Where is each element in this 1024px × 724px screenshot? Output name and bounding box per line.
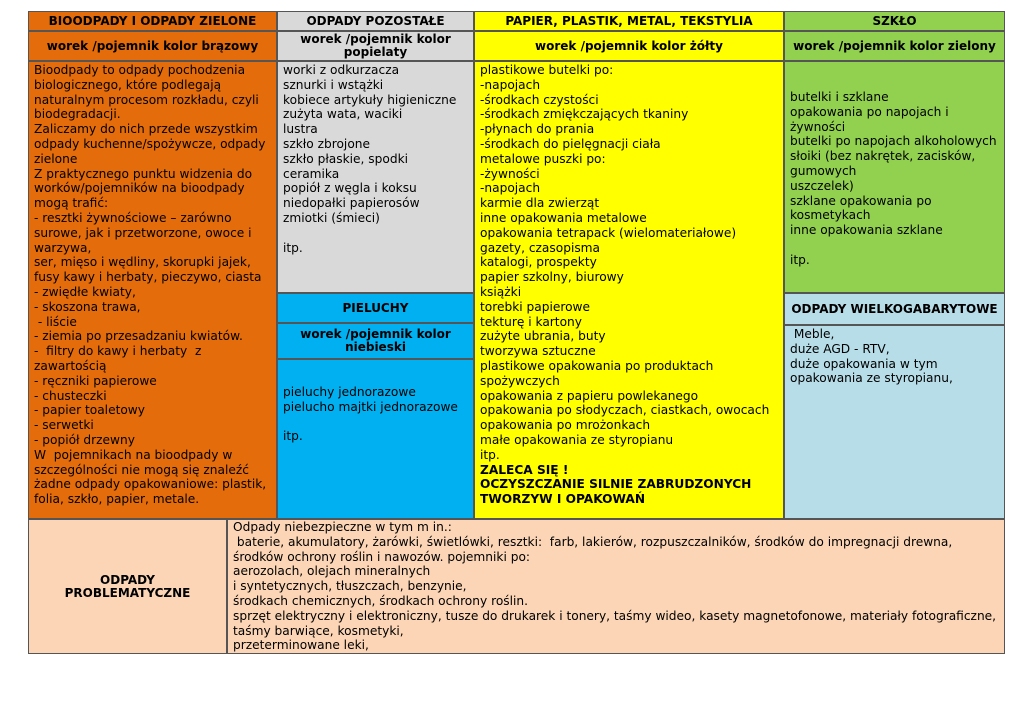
text-line: i syntetycznych, tłuszczach, benzynie, — [233, 579, 467, 594]
text-line: -środkach czystości — [480, 92, 599, 107]
text-line: lustra — [283, 122, 318, 137]
text-line: zużyta wata, waciki — [283, 107, 403, 122]
grey-lines — [283, 63, 468, 255]
text-line: Meble, — [790, 327, 835, 341]
text-line: itp. — [480, 447, 500, 462]
text-line: Odpady niebezpieczne w tym m in.: — [233, 520, 452, 534]
text-line: W pojemnikach na bioodpady w — [34, 447, 233, 462]
text-line: -napojach — [480, 77, 541, 92]
text-line: opakowania tetrapack (wielomateriałowe) — [480, 225, 737, 240]
text-line: szklane opakowania po — [790, 193, 932, 208]
yellow-notice — [480, 463, 778, 507]
text-line: naturalnym procesom rozkładu, czyli — [34, 92, 259, 107]
text-line: środków ochrony roślin i nawozów. pojemniki po: — [233, 549, 531, 564]
text-line: kosmetykach — [790, 208, 871, 223]
green-title: SZKŁO — [872, 13, 917, 28]
text-line: przeterminowane leki, — [233, 638, 369, 653]
diapers-container-header — [277, 323, 474, 359]
text-line: mogą trafić: — [34, 196, 109, 211]
text-line: worków/pojemników na bioodpady — [34, 181, 245, 196]
diapers-container-label: worek /pojemnik kolor niebieski — [300, 327, 451, 354]
text-line: Bioodpady to odpady pochodzenia — [34, 63, 246, 77]
text-line: itp. — [283, 240, 303, 255]
problem-content — [227, 519, 1005, 654]
text-line: niedopałki papierosów — [283, 196, 420, 211]
grey-container-header — [277, 31, 474, 61]
text-line: uszczelek) — [790, 178, 854, 193]
text-line: Zaliczamy do nich przede wszystkim — [34, 122, 258, 137]
green-lines — [790, 90, 999, 268]
text-line: duże AGD - RTV, — [790, 341, 890, 356]
text-line: taśmy barwiące, kosmetyki, — [233, 623, 404, 638]
text-line: baterie, akumulatory, żarówki, świetlówki, resztki: farb, lakierów, rozpuszczalników, środków do impregnacji drewna, — [233, 534, 953, 549]
bulky-title: ODPADY WIELKOGABARYTOWE — [791, 301, 998, 316]
brown-lines — [34, 63, 271, 507]
text-line: -środkach do pielęgnacji ciała — [480, 136, 661, 151]
yellow-title: PAPIER, PLASTIK, METAL, TEKSTYLIA — [505, 13, 753, 28]
text-line: - ziemia po przesadzaniu kwiatów. — [34, 329, 243, 344]
text-line: - filtry do kawy i herbaty z — [34, 344, 202, 359]
brown-container-header — [28, 31, 277, 61]
diapers-header — [277, 293, 474, 323]
brown-header — [28, 11, 277, 31]
text-line: surowe, jak i przetworzone, owoce i — [34, 225, 252, 240]
text-line: opakowania ze styropianu, — [790, 371, 953, 386]
diapers-lines — [283, 385, 468, 444]
text-line: Z praktycznego punktu widzenia do — [34, 166, 253, 181]
text-line: opakowania z papieru powlekanego — [480, 388, 699, 403]
text-line: papier szkolny, biurowy — [480, 270, 624, 285]
problem-lines — [233, 520, 999, 653]
text-line: fusy kawy i herbaty, pieczywo, ciasta — [34, 270, 262, 285]
text-line: pielucho majtki jednorazowe — [283, 399, 458, 414]
yellow-container-header — [474, 31, 784, 61]
text-line: biologicznego, które podlegają — [34, 77, 222, 92]
text-line — [283, 415, 468, 430]
text-line: kobiece artykuły higieniczne — [283, 92, 457, 107]
yellow-content — [474, 61, 784, 519]
text-line: warzywa, — [34, 240, 92, 255]
diapers-title: PIELUCHY — [342, 300, 409, 315]
text-line: zielone — [34, 151, 78, 166]
text-line: szkło płaskie, spodki — [283, 151, 409, 166]
text-line: opakowania po słodyczach, ciastkach, owocach — [480, 403, 770, 418]
bulky-header — [784, 293, 1005, 325]
text-line: itp. — [283, 429, 303, 444]
text-line: tworzywa sztuczne — [480, 344, 596, 359]
text-line: metalowe puszki po: — [480, 151, 606, 166]
yellow-header — [474, 11, 784, 31]
grey-title: ODPADY POZOSTAŁE — [306, 13, 445, 28]
text-line: szczególności nie mogą się znaleźć — [34, 462, 249, 477]
problem-header — [28, 519, 227, 654]
text-line: duże opakowania w tym — [790, 356, 938, 371]
text-line: -żywności — [480, 166, 540, 181]
green-content — [784, 61, 1005, 293]
grey-header — [277, 11, 474, 31]
grey-content — [277, 61, 474, 293]
text-line — [283, 226, 468, 241]
text-line: środkach chemicznych, środkach ochrony roślin. — [233, 593, 528, 608]
text-line: folia, szkło, papier, metale. — [34, 492, 200, 507]
text-line: OCZYSZCZANIE SILNIE ZABRUDZONYCH — [480, 477, 752, 492]
text-line: żywności — [790, 119, 846, 134]
text-line: - skoszona trawa, — [34, 299, 141, 314]
text-line: butelki po napojach alkoholowych — [790, 134, 997, 149]
green-header — [784, 11, 1005, 31]
text-line: - zwiędłe kwiaty, — [34, 284, 136, 299]
text-line: gazety, czasopisma — [480, 240, 601, 255]
text-line: plastikowe butelki po: — [480, 63, 614, 77]
text-line: tekturę i kartony — [480, 314, 582, 329]
text-line: żadne odpady opakowaniowe: plastik, — [34, 477, 267, 492]
text-line: karmie dla zwierząt — [480, 196, 600, 211]
text-line: słoiki (bez nakrętek, zacisków, — [790, 149, 976, 164]
text-line: - liście — [34, 314, 77, 329]
text-line: zawartością — [34, 358, 107, 373]
text-line: -środkach zmiękczających tkaniny — [480, 107, 689, 122]
text-line: - popiół drzewny — [34, 432, 135, 447]
text-line: spożywczych — [480, 373, 560, 388]
text-line: pieluchy jednorazowe — [283, 385, 416, 399]
bulky-content — [784, 325, 1005, 519]
text-line: plastikowe opakowania po produktach — [480, 358, 714, 373]
brown-content — [28, 61, 277, 519]
text-line: książki — [480, 284, 522, 299]
brown-container-label: worek /pojemnik kolor brązowy — [46, 38, 259, 53]
text-line: szkło zbrojone — [283, 136, 370, 151]
text-line: odpady kuchenne/spożywcze, odpady — [34, 136, 266, 151]
problem-title: ODPADY PROBLEMATYCZNE — [64, 572, 191, 600]
text-line: opakowania po mrożonkach — [480, 418, 651, 433]
text-line: TWORZYW I OPAKOWAŃ — [480, 492, 646, 507]
text-line: - chusteczki — [34, 388, 107, 403]
bulky-lines — [790, 327, 999, 386]
text-line: małe opakowania ze styropianu — [480, 432, 674, 447]
text-line: biodegradacji. — [34, 107, 121, 122]
text-line: sprzęt elektryczny i elektroniczny, tusze do drukarek i tonery, taśmy wideo, kasety magnetofonowe, materiały fotograficzne, — [233, 608, 997, 623]
text-line: torebki papierowe — [480, 299, 591, 314]
text-line: gumowych — [790, 163, 857, 178]
text-line: sznurki i wstążki — [283, 77, 384, 92]
text-line: opakowania po napojach i — [790, 104, 949, 119]
yellow-container-label: worek /pojemnik kolor żółty — [535, 38, 723, 53]
text-line — [790, 238, 999, 253]
text-line: - ręczniki papierowe — [34, 373, 157, 388]
text-line: zmiotki (śmieci) — [283, 210, 380, 225]
text-line: ceramika — [283, 166, 340, 181]
text-line: zużyte ubrania, buty — [480, 329, 606, 344]
text-line: -płynach do prania — [480, 122, 595, 137]
brown-title: BIOODPADY I ODPADY ZIELONE — [48, 13, 257, 28]
text-line: butelki i szklane — [790, 90, 889, 104]
text-line: aerozolach, olejach mineralnych — [233, 564, 431, 579]
green-container-label: worek /pojemnik kolor zielony — [793, 38, 996, 53]
yellow-lines — [480, 63, 778, 463]
text-line: -napojach — [480, 181, 541, 196]
text-line: inne opakowania szklane — [790, 223, 943, 238]
text-line: - serwetki — [34, 418, 94, 433]
green-container-header — [784, 31, 1005, 61]
text-line: popiół z węgla i koksu — [283, 181, 417, 196]
text-line: ZALECA SIĘ ! — [480, 462, 569, 477]
text-line: katalogi, prospekty — [480, 255, 597, 270]
text-line: itp. — [790, 252, 810, 267]
text-line: - resztki żywnościowe – zarówno — [34, 210, 232, 225]
text-line: - papier toaletowy — [34, 403, 145, 418]
text-line: ser, mięso i wędliny, skorupki jajek, — [34, 255, 251, 270]
text-line: inne opakowania metalowe — [480, 210, 647, 225]
grey-container-label: worek /pojemnik kolor popielaty — [300, 32, 451, 59]
diapers-content — [277, 359, 474, 519]
text-line: worki z odkurzacza — [283, 63, 400, 77]
